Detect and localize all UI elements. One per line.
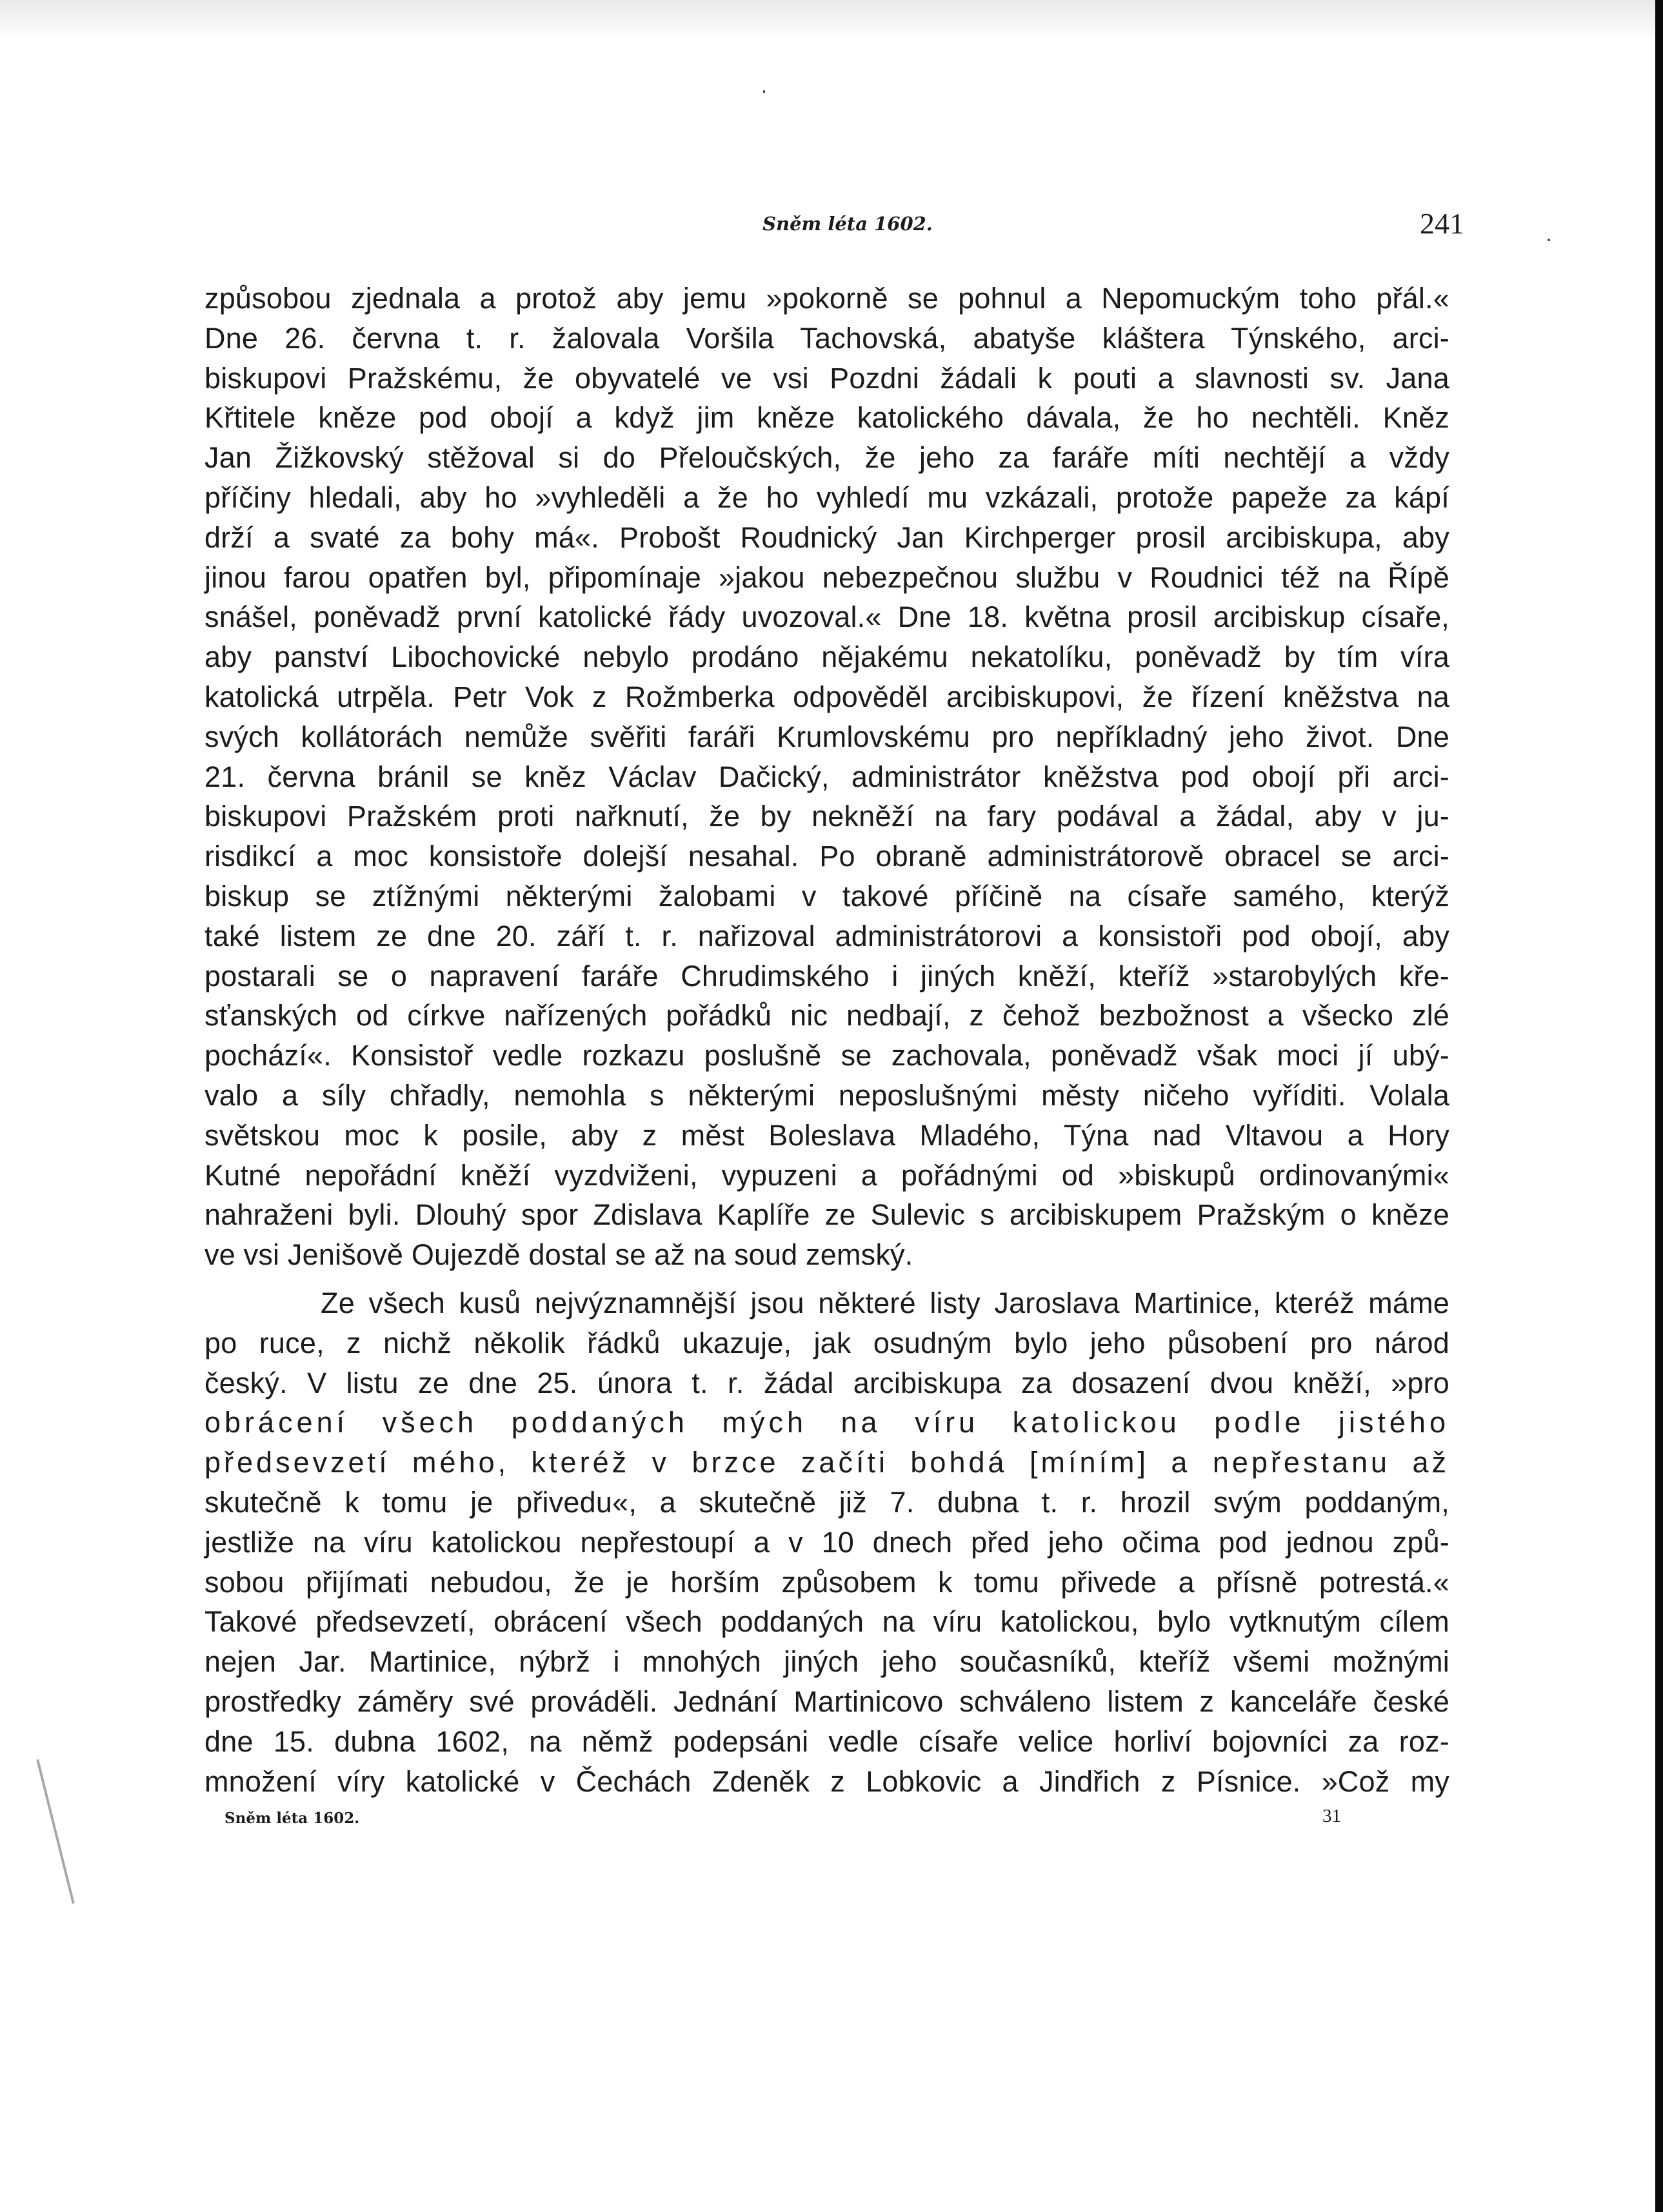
text-line: také listem ze dne 20. září t. r. nařizoval administrátorovi a konsistoři pod obojí, aby [204,919,1449,953]
scan-edge-right [1655,0,1663,2212]
text-line: pochází«. Konsistoř vedle rozkazu poslušně se zachovala, poněvadž však moci jí ubý- [204,1039,1449,1072]
text-line: katolická utrpěla. Petr Vok z Rožmberka odpověděl arcibiskupovi, že řízení kněžstva na [204,680,1449,713]
text-line: drží a svaté za bohy má«. Probošt Roudnický Jan Kirchperger prosil arcibiskupa, aby [204,520,1449,554]
text-line: risdikcí a moc konsistoře dolejší nesahal. Po obraně administrátorově obracel se arci- [204,840,1449,873]
text-line: postarali se o napravení faráře Chrudimského i jiných kněží, kteříž »starobylých kře- [204,959,1449,992]
text-line: biskupovi Pražském proti nařknutí, že by nekněží na fary podával a žádal, aby v ju- [204,800,1449,833]
text-line: Ze všech kusů nejvýznamnější jsou některé listy Jaroslava Martinice, kteréž máme [321,1287,1449,1319]
text-line: jestliže na víru katolickou nepřestoupí a v 10 dnech před jeho očima pod jednou způ- [204,1525,1449,1559]
text-line: Jan Žižkovský stěžoval si do Přeloučských, že jeho za faráře míti nechtějí a vždy [204,441,1449,475]
scan-speck [1548,239,1550,241]
scan-shadow-top [0,0,1655,39]
text-line: ve vsi Jenišově Oujezdě dostal se až na soud zemský. [204,1238,913,1272]
text-line: světskou moc k posile, aby z měst Boleslava Mladého, Týna nad Vltavou a Hory [204,1118,1449,1152]
paragraph-1 [204,279,1449,1275]
text-line: sťanských od církve nařízených pořádků nic nedbají, z čehož bezbožnost a všecko zlé [204,999,1449,1032]
scan-margin-line [36,1759,75,1904]
text-line: nejen Jar. Martinice, nýbrž i mnohých jiných jeho současníků, kteříž všemi možnými [204,1645,1449,1679]
text-line: skutečně k tomu je přivedu«, a skutečně již 7. dubna t. r. hrozil svým poddaným, [204,1485,1449,1519]
text-line: předsevzetí mého, kteréž v brzce začíti bohdá [míním] a nepřestanu až [204,1446,1449,1479]
running-title: Sněm léta 1602. [762,213,933,235]
text-line: nahraženi byli. Dlouhý spor Zdislava Kaplíře ze Sulevic s arcibiskupem Pražským o kněze [204,1198,1449,1232]
text-line: prostředky záměry své prováděli. Jednání Martinicovo schváleno listem z kanceláře české [204,1684,1449,1718]
scan-speck [763,90,765,93]
text-line: množení víry katolické v Čechách Zdeněk z Lobkovic a Jindřich z Písnice. »Což my [204,1764,1449,1798]
text-line: Takové předsevzetí, obrácení všech poddaných na víru katolickou, bylo vytknutým cílem [204,1605,1449,1639]
text-line: biskupovi Pražskému, že obyvatelé ve vsi Pozdni žádali k pouti a slavnosti sv. Jana [204,361,1449,395]
text-line: 21. června bránil se kněz Václav Dačický, administrátor kněžstva pod obojí při arci- [204,760,1449,793]
text-line: český. V listu ze dne 25. února t. r. žádal arcibiskupa za dosazení dvou kněží, »pro [204,1366,1449,1399]
text-line: aby panství Libochovické nebylo prodáno nějakému nekatolíku, poněvadž by tím víra [204,640,1449,674]
text-line: Křtitele kněze pod obojí a když jim kněze katolického dávala, že ho nechtěli. Kněz [204,401,1449,435]
text-line: snášel, poněvadž první katolické řády uvozoval.« Dne 18. května prosil arcibiskup císaře, [204,600,1449,634]
text-line: Dne 26. června t. r. žalovala Voršila Tachovská, abatyše kláštera Týnského, arci- [204,321,1449,355]
text-line: dne 15. dubna 1602, na němž podepsáni vedle císaře velice horliví bojovníci za roz- [204,1724,1449,1758]
sheet-signature: Sněm léta 1602. [224,1810,360,1827]
text-line: jinou farou opatřen byl, připomínaje »jakou nebezpečnou službu v Roudnici též na Řípě [204,560,1449,594]
text-line: způsobou zjednala a protož aby jemu »pokorně se pohnul a Nepomuckým toho přál.« [204,282,1449,315]
paragraph-2 [204,1283,1449,1801]
page-number: 241 [1420,207,1464,240]
text-line: po ruce, z nichž několik řádků ukazuje, jak osudným bylo jeho působení pro národ [204,1326,1449,1359]
text-line: sobou přijímati nebudou, že je horším způsobem k tomu přivede a přísně potrestá.« [204,1565,1449,1599]
text-line: biskup se ztížnými některými žalobami v takové příčině na císaře samého, kterýž [204,879,1449,913]
sheet-number: 31 [1322,1806,1341,1826]
text-line: obrácení všech poddaných mých na víru katolickou podle jistého [204,1406,1449,1439]
text-line: Kutné nepořádní kněží vyzdviženi, vypuzeni a pořádnými od »biskupů ordinovanými« [204,1158,1449,1192]
text-line: příčiny hledali, aby ho »vyhleděli a že ho vyhledí mu vzkázali, protože papeže za kápí [204,480,1449,514]
text-line: valo a síly chřadly, nemohla s některými neposlušnými městy ničeho vyříditi. Volala [204,1078,1449,1112]
text-line: svých kollátorách nemůže svěřiti faráři Krumlovskému pro nepříkladný jeho život. Dne [204,720,1449,753]
